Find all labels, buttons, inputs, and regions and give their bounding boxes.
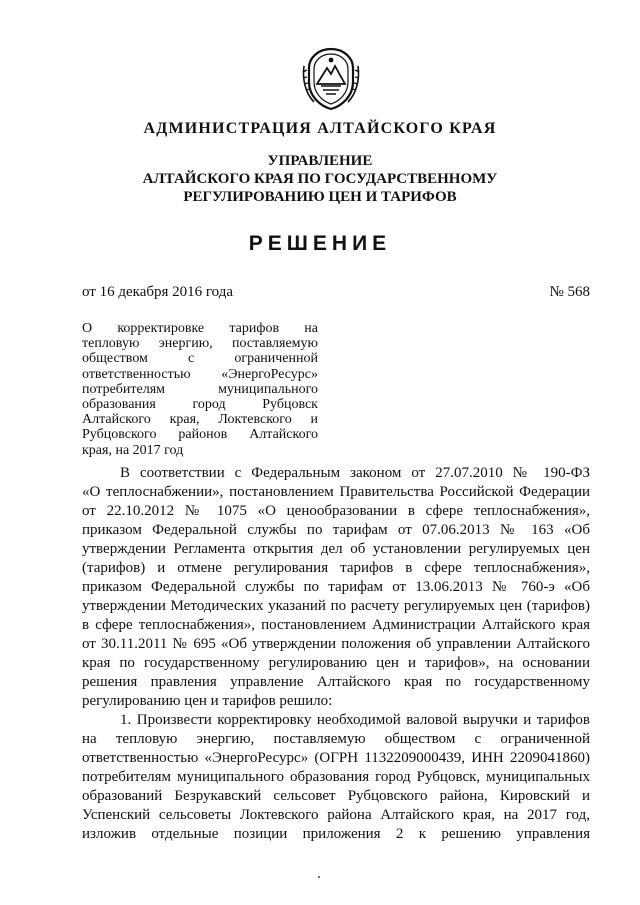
body-line: утверждении Регламента открытия дел об установлении регулируемых цен bbox=[82, 541, 590, 557]
body-line: В соответствии с Федеральным законом от 27.07.2010 № 190-ФЗ bbox=[120, 465, 590, 481]
body-line: 1. Произвести корректировку необходимой валовой выручки и тарифов bbox=[120, 712, 590, 728]
document-number: № 568 bbox=[549, 284, 590, 300]
subject-line: ответственностью «ЭнергоРесурс» bbox=[82, 366, 318, 382]
body-line: от 22.10.2012 № 1075 «О ценообразовании в сфере теплоснабжения», bbox=[82, 503, 590, 519]
document-title: РЕШЕНИЕ bbox=[248, 232, 392, 255]
subject-line: тепловую энергию, поставляемую bbox=[82, 336, 318, 352]
subject-line: образования город Рубцовск bbox=[82, 397, 318, 413]
subject-line: потребителям муниципального bbox=[82, 381, 318, 397]
body-line: приказом Федеральной службы по тарифам от 07.06.2013 № 163 «Об bbox=[82, 522, 590, 538]
body-line: решения правления управление Алтайского края по государственному bbox=[82, 674, 590, 690]
body-line: приказом Федеральной службы по тарифам от 13.06.2013 № 760-э «Об bbox=[82, 579, 590, 595]
body-line: (тарифов) и отмене регулирования тарифов в сфере теплоснабжения», bbox=[82, 560, 590, 576]
document-body bbox=[82, 464, 590, 844]
body-line: «О теплоснабжении», постановлением Правительства Российской Федерации bbox=[82, 484, 590, 500]
page-mark bbox=[318, 876, 320, 878]
body-line: на тепловую энергию, поставляемую обществом с ограниченной bbox=[82, 731, 590, 747]
subject-line: О корректировке тарифов на bbox=[82, 321, 318, 336]
body-line: в сфере теплоснабжения», постановлением Администрации Алтайского края bbox=[82, 617, 590, 633]
body-line: регулированию цен и тарифов решило: bbox=[82, 693, 333, 709]
body-line: потребителям муниципального образования город Рубцовск, муниципальных bbox=[82, 769, 590, 785]
department-line: УПРАВЛЕНИЕ bbox=[267, 153, 373, 169]
document-date: от 16 декабря 2016 года bbox=[82, 284, 234, 300]
subject-line: Алтайского края, Локтевского и bbox=[82, 412, 318, 428]
body-line: Успенский сельсоветы Локтевского района Алтайского края, на 2017 год, bbox=[82, 807, 590, 823]
coat-of-arms-icon bbox=[300, 46, 362, 112]
department-line: АЛТАЙСКОГО КРАЯ ПО ГОСУДАРСТВЕННОМУ bbox=[142, 171, 498, 187]
body-line: края по государственному регулированию цен и тарифов», на основании bbox=[82, 655, 590, 671]
department-line: РЕГУЛИРОВАНИЮ ЦЕН И ТАРИФОВ bbox=[183, 189, 457, 205]
subject-line: Рубцовского районов Алтайского bbox=[82, 427, 318, 443]
body-line: образований Безрукавский сельсовет Рубцовского района, Кировский и bbox=[82, 788, 590, 804]
department-name bbox=[0, 152, 640, 206]
body-line: изложив отдельные позиции приложения 2 к решению управления bbox=[82, 826, 590, 842]
document-subject bbox=[82, 321, 318, 458]
body-line: от 30.11.2011 № 695 «Об утверждении положения об управлении Алтайского bbox=[82, 636, 590, 652]
body-line: ответственностью «ЭнергоРесурс» (ОГРН 1132209000439, ИНН 2209041860) bbox=[82, 750, 590, 766]
body-line: утверждении Методических указаний по расчету регулируемых цен (тарифов) bbox=[82, 598, 590, 614]
subject-line: края, на 2017 год bbox=[82, 442, 184, 458]
organization-name: АДМИНИСТРАЦИЯ АЛТАЙСКОГО КРАЯ bbox=[143, 120, 497, 137]
subject-line: обществом с ограниченной bbox=[82, 351, 318, 367]
